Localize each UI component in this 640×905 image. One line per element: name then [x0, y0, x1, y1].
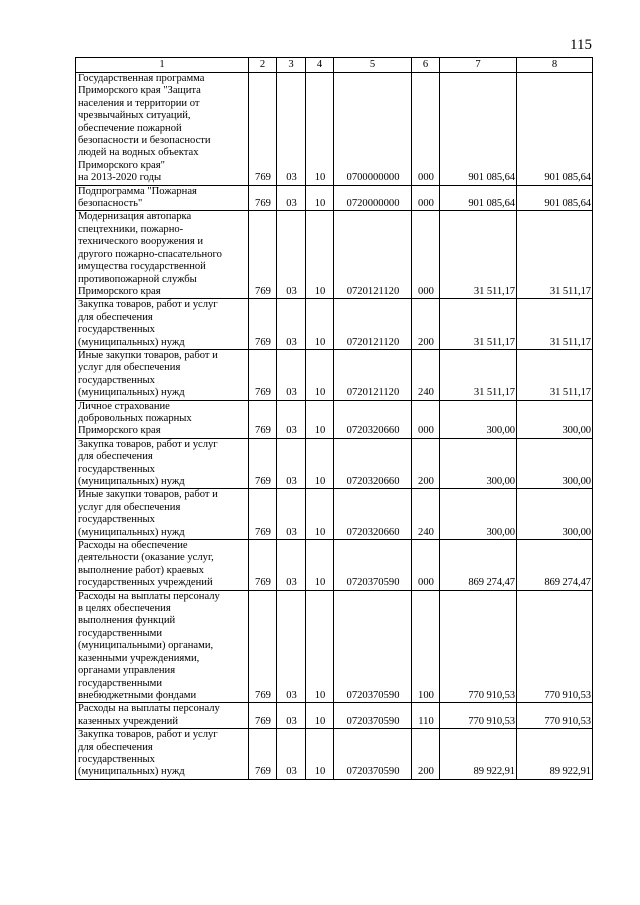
- row-name-cell: Закупка товаров, работ и услуг для обеспечения государственных (муниципальных) нужд: [76, 438, 249, 489]
- row-expense-type-cell: 200: [412, 299, 440, 350]
- row-code-cell: 769: [249, 400, 277, 438]
- row-subsection-cell: 10: [306, 73, 334, 186]
- amount-value: 901 085,64: [468, 198, 515, 210]
- row-amount-cell: [440, 438, 517, 489]
- column-header: 3: [277, 58, 306, 73]
- amount-value: 300,00: [486, 425, 515, 437]
- row-target-cell: 0720121120: [334, 299, 412, 350]
- amount-value: 770 910,53: [544, 689, 591, 701]
- row-code-cell: 769: [249, 299, 277, 350]
- row-expense-type-cell: 000: [412, 73, 440, 186]
- row-amount-cell: [440, 185, 517, 211]
- amount-value: 31 511,17: [549, 285, 591, 297]
- row-section-cell: 03: [277, 185, 306, 211]
- row-amount-cell: [517, 540, 593, 591]
- row-amount-cell: [440, 211, 517, 299]
- row-subsection-cell: 10: [306, 590, 334, 703]
- row-target-cell: 0720121120: [334, 349, 412, 400]
- amount-value: 31 511,17: [549, 387, 591, 399]
- table-row: [76, 590, 593, 703]
- row-amount-cell: [440, 349, 517, 400]
- row-expense-type-cell: 000: [412, 400, 440, 438]
- row-name-cell: Иные закупки товаров, работ и услуг для обеспечения государственных (муниципальных) нужд: [76, 489, 249, 540]
- row-target-cell: 0720370590: [334, 729, 412, 780]
- row-amount-cell: [517, 349, 593, 400]
- amount-value: 901 085,64: [544, 198, 591, 210]
- table-header-row: [76, 58, 593, 73]
- row-target-cell: 0720370590: [334, 590, 412, 703]
- row-target-cell: 0720320660: [334, 489, 412, 540]
- row-amount-cell: [440, 590, 517, 703]
- row-target-cell: 0720370590: [334, 703, 412, 729]
- row-amount-cell: [517, 729, 593, 780]
- row-target-cell: 0720000000: [334, 185, 412, 211]
- amount-value: 31 511,17: [549, 336, 591, 348]
- row-amount-cell: [517, 703, 593, 729]
- row-amount-cell: [517, 299, 593, 350]
- row-expense-type-cell: 200: [412, 729, 440, 780]
- row-code-cell: 769: [249, 349, 277, 400]
- page-number: 115: [570, 37, 592, 53]
- row-amount-cell: [440, 540, 517, 591]
- row-section-cell: 03: [277, 299, 306, 350]
- row-subsection-cell: 10: [306, 299, 334, 350]
- row-code-cell: 769: [249, 185, 277, 211]
- row-target-cell: 0720320660: [334, 400, 412, 438]
- row-code-cell: 769: [249, 438, 277, 489]
- row-name-cell: Иные закупки товаров, работ и услуг для обеспечения государственных (муниципальных) нужд: [76, 349, 249, 400]
- row-subsection-cell: 10: [306, 349, 334, 400]
- amount-value: 901 085,64: [544, 172, 591, 184]
- row-section-cell: 03: [277, 540, 306, 591]
- row-name-cell: Модернизация автопарка спецтехники, пожарно- технического вооружения и другого пожарно-спасательного имущества государственной противопожарной службы Приморского края: [76, 211, 249, 299]
- amount-value: 300,00: [486, 526, 515, 538]
- row-amount-cell: [440, 299, 517, 350]
- row-subsection-cell: 10: [306, 400, 334, 438]
- row-name-cell: Расходы на выплаты персоналу казенных учреждений: [76, 703, 249, 729]
- row-section-cell: 03: [277, 489, 306, 540]
- table-row: [76, 729, 593, 780]
- row-name-cell: Расходы на выплаты персоналу в целях обеспечения выполнения функций государственными (муниципальными) органами, казенными учреждениями, органами управления государственными внебюджетными фондами: [76, 590, 249, 703]
- row-subsection-cell: 10: [306, 438, 334, 489]
- row-amount-cell: [517, 590, 593, 703]
- row-expense-type-cell: 200: [412, 438, 440, 489]
- row-section-cell: 03: [277, 438, 306, 489]
- row-code-cell: 769: [249, 729, 277, 780]
- row-section-cell: 03: [277, 703, 306, 729]
- amount-value: 869 274,47: [544, 577, 591, 589]
- amount-value: 869 274,47: [468, 577, 515, 589]
- amount-value: 300,00: [562, 476, 591, 487]
- column-header: 8: [517, 58, 593, 73]
- table-row: [76, 703, 593, 729]
- row-code-cell: 769: [249, 73, 277, 186]
- amount-value: 300,00: [562, 425, 591, 437]
- row-code-cell: 769: [249, 489, 277, 540]
- row-amount-cell: [517, 73, 593, 186]
- table-row: [76, 400, 593, 438]
- row-target-cell: 0720121120: [334, 211, 412, 299]
- row-target-cell: 0720370590: [334, 540, 412, 591]
- table-row: [76, 185, 593, 211]
- amount-value: 770 910,53: [468, 715, 515, 727]
- row-section-cell: 03: [277, 400, 306, 438]
- amount-value: 770 910,53: [468, 689, 515, 701]
- row-amount-cell: [440, 489, 517, 540]
- row-name-cell: Расходы на обеспечение деятельности (оказание услуг, выполнение работ) краевых государственных учреждений: [76, 540, 249, 591]
- amount-value: 770 910,53: [544, 715, 591, 727]
- column-header: 7: [440, 58, 517, 73]
- row-amount-cell: [517, 185, 593, 211]
- row-amount-cell: [440, 703, 517, 729]
- row-subsection-cell: 10: [306, 185, 334, 211]
- table-row: [76, 438, 593, 489]
- amount-value: 300,00: [562, 526, 591, 538]
- row-expense-type-cell: 240: [412, 489, 440, 540]
- row-code-cell: 769: [249, 590, 277, 703]
- row-amount-cell: [440, 73, 517, 186]
- row-expense-type-cell: 000: [412, 540, 440, 591]
- row-subsection-cell: 10: [306, 211, 334, 299]
- column-header: 2: [249, 58, 277, 73]
- table-row: [76, 299, 593, 350]
- row-code-cell: 769: [249, 703, 277, 729]
- amount-value: 901 085,64: [468, 172, 515, 184]
- amount-value: 89 922,91: [473, 766, 515, 778]
- table-row: [76, 540, 593, 591]
- column-header: 5: [334, 58, 412, 73]
- row-name-cell: Государственная программа Приморского края "Защита населения и территории от чрезвычайных ситуаций, обеспечение пожарной безопасности и безопасности людей на водных объектах Приморского края" на 2013-2020 годы: [76, 73, 249, 186]
- row-subsection-cell: 10: [306, 540, 334, 591]
- row-name-cell: Закупка товаров, работ и услуг для обеспечения государственных (муниципальных) нужд: [76, 299, 249, 350]
- row-amount-cell: [440, 729, 517, 780]
- table-row: [76, 73, 593, 186]
- row-expense-type-cell: 100: [412, 590, 440, 703]
- row-amount-cell: [517, 400, 593, 438]
- column-header: 6: [412, 58, 440, 73]
- row-amount-cell: [440, 400, 517, 438]
- row-subsection-cell: 10: [306, 489, 334, 540]
- row-subsection-cell: 10: [306, 703, 334, 729]
- row-target-cell: 0720320660: [334, 438, 412, 489]
- table-row: [76, 211, 593, 299]
- row-amount-cell: [517, 489, 593, 540]
- row-amount-cell: [517, 438, 593, 489]
- table-row: [76, 349, 593, 400]
- row-name-cell: Подпрограмма "Пожарная безопасность": [76, 185, 249, 211]
- row-expense-type-cell: 000: [412, 185, 440, 211]
- row-subsection-cell: 10: [306, 729, 334, 780]
- row-section-cell: 03: [277, 349, 306, 400]
- row-section-cell: 03: [277, 729, 306, 780]
- table-row: [76, 489, 593, 540]
- row-section-cell: 03: [277, 590, 306, 703]
- row-name-cell: Личное страхование добровольных пожарных Приморского края: [76, 400, 249, 438]
- row-section-cell: 03: [277, 73, 306, 186]
- column-header: 4: [306, 58, 334, 73]
- amount-value: 31 511,17: [473, 336, 515, 348]
- row-code-cell: 769: [249, 211, 277, 299]
- row-expense-type-cell: 110: [412, 703, 440, 729]
- amount-value: 300,00: [486, 476, 515, 487]
- amount-value: 89 922,91: [549, 766, 591, 778]
- budget-table: [75, 57, 593, 780]
- amount-value: 31 511,17: [473, 387, 515, 399]
- column-header: 1: [76, 58, 249, 73]
- row-amount-cell: [517, 211, 593, 299]
- row-target-cell: 0700000000: [334, 73, 412, 186]
- row-section-cell: 03: [277, 211, 306, 299]
- row-code-cell: 769: [249, 540, 277, 591]
- row-expense-type-cell: 240: [412, 349, 440, 400]
- row-expense-type-cell: 000: [412, 211, 440, 299]
- row-name-cell: Закупка товаров, работ и услуг для обеспечения государственных (муниципальных) нужд: [76, 729, 249, 780]
- amount-value: 31 511,17: [473, 285, 515, 297]
